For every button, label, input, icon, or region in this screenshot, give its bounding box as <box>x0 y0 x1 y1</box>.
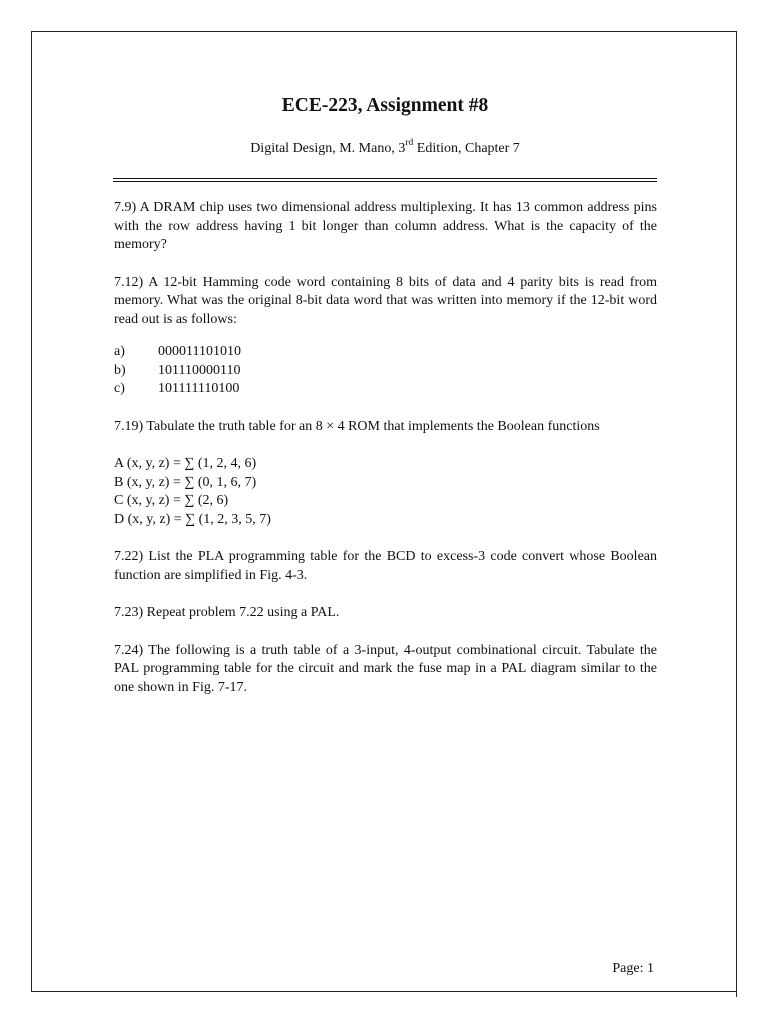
list-item <box>114 343 657 362</box>
problem-7-9: 7.9) A DRAM chip uses two dimensional address multiplexing. It has 13 common address pins with the row address having 1 bit longer than column address. What is the capacity of the memory? <box>114 200 657 252</box>
subtitle-text: Digital Design, M. Mano, 3 <box>250 141 406 156</box>
code-word: 000011101010 <box>158 344 241 359</box>
list-marker: c) <box>114 381 125 396</box>
problem-7-12: 7.12) A 12-bit Hamming code word containing 8 bits of data and 4 parity bits is read from memory. What was the original 8-bit data word that was written into memory if the 12-bit word read out is as follows: <box>114 274 657 327</box>
boolean-function-b: B (x, y, z) = ∑ (0, 1, 6, 7) <box>114 474 257 490</box>
subtitle-text-end: Edition, Chapter 7 <box>413 141 520 156</box>
header-divider-bottom <box>113 181 657 182</box>
list-item <box>114 362 657 381</box>
page-title: ECE-223, Assignment #8 <box>281 95 489 116</box>
problem-7-23: 7.23) Repeat problem 7.22 using a PAL. <box>114 605 340 620</box>
problem-7-19: 7.19) Tabulate the truth table for an 8 × 4 ROM that implements the Boolean functions <box>114 418 600 434</box>
page-number: Page: 1 <box>612 961 654 976</box>
document-page <box>31 31 737 992</box>
problem-list <box>114 199 657 697</box>
problem-7-24: 7.24) The following is a truth table of a 3-input, 4-output combinational circuit. Tabulate the PAL programming table for the circuit and mark the fuse map in a PAL diagram similar to the one shown in Fig. 7-17. <box>114 642 657 695</box>
header-divider-top <box>113 178 657 179</box>
boolean-function-c: C (x, y, z) = ∑ (2, 6) <box>114 493 229 508</box>
code-word: 101111110100 <box>158 381 240 396</box>
list-marker: a) <box>114 344 125 359</box>
boolean-function-a: A (x, y, z) = ∑ (1, 2, 4, 6) <box>114 456 257 471</box>
page-subtitle <box>32 138 738 157</box>
subtitle-superscript: rd <box>405 138 414 149</box>
boolean-function-d: D (x, y, z) = ∑ (1, 2, 3, 5, 7) <box>114 511 271 527</box>
code-word: 101110000110 <box>158 362 241 378</box>
hamming-word-list <box>114 343 657 399</box>
list-marker: b) <box>114 362 126 378</box>
list-item <box>114 380 657 399</box>
problem-7-22: 7.22) List the PLA programming table for the BCD to excess-3 code convert whose Boolean function are simplified in Fig. 4-3. <box>114 549 657 583</box>
